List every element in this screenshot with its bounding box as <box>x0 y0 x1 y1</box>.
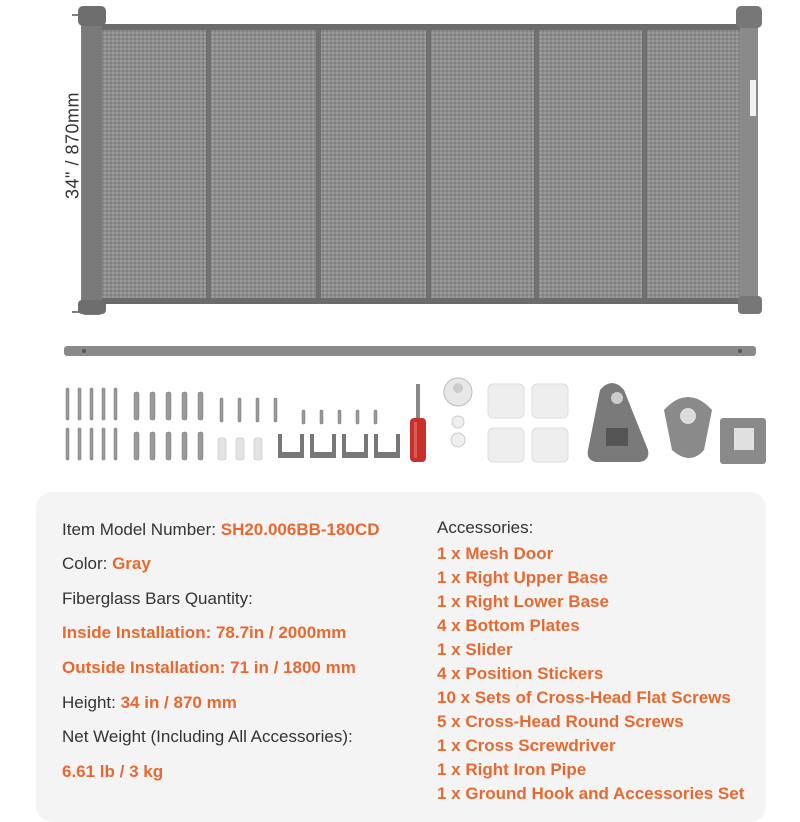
accessory-item: 1 x Mesh Door <box>437 544 554 563</box>
height-value: 34 in / 870 mm <box>120 693 237 712</box>
accessory-item: 1 x Ground Hook and Accessories Set <box>437 784 745 803</box>
color-row <box>62 554 151 574</box>
upper-base-part <box>588 383 649 462</box>
iron-pipe <box>64 346 756 356</box>
net-weight-label: Net Weight (Including All Accessories): <box>62 727 353 746</box>
right-upper-base <box>736 6 762 28</box>
bottom-plates <box>278 434 400 458</box>
right-post <box>740 12 758 312</box>
lower-base-part <box>664 397 712 458</box>
screwdriver <box>410 384 426 462</box>
accessory-item: 4 x Position Stickers <box>437 664 604 683</box>
accessory-item: 1 x Cross Screwdriver <box>437 736 616 755</box>
mesh-gate <box>78 6 762 315</box>
accessory-item: 1 x Right Upper Base <box>437 568 608 587</box>
accessories-title: Accessories: <box>437 518 534 537</box>
outside-installation: Outside Installation: 71 in / 1800 mm <box>62 658 356 677</box>
fiberglass-bars-label: Fiberglass Bars Quantity: <box>62 589 253 608</box>
accessories-list <box>437 542 744 806</box>
model-number-label: Item Model Number: <box>62 520 221 539</box>
right-lower-base <box>738 296 762 314</box>
position-stickers <box>488 384 568 462</box>
accessory-item: 1 x Right Lower Base <box>437 592 609 611</box>
model-number-value: SH20.006BB-180CD <box>220 520 380 539</box>
model-number-row <box>62 520 379 540</box>
accessory-item: 5 x Cross-Head Round Screws <box>437 712 684 731</box>
accessory-item: 1 x Right Iron Pipe <box>437 760 587 779</box>
accessory-item: 1 x Slider <box>437 640 513 659</box>
height-dimension-label: 34" / 870mm <box>62 92 83 199</box>
height-label: Height: <box>62 693 121 712</box>
slider-parts <box>444 378 472 447</box>
height-row <box>62 693 237 713</box>
inside-installation: Inside Installation: 78.7in / 2000mm <box>62 623 347 642</box>
net-weight-value: 6.61 lb / 3 kg <box>62 762 164 781</box>
color-value: Gray <box>112 554 151 573</box>
anchors <box>218 438 262 460</box>
color-label: Color: <box>62 554 113 573</box>
accessory-item: 10 x Sets of Cross-Head Flat Screws <box>437 688 731 707</box>
ground-hook <box>720 418 766 464</box>
accessory-item: 4 x Bottom Plates <box>437 616 580 635</box>
